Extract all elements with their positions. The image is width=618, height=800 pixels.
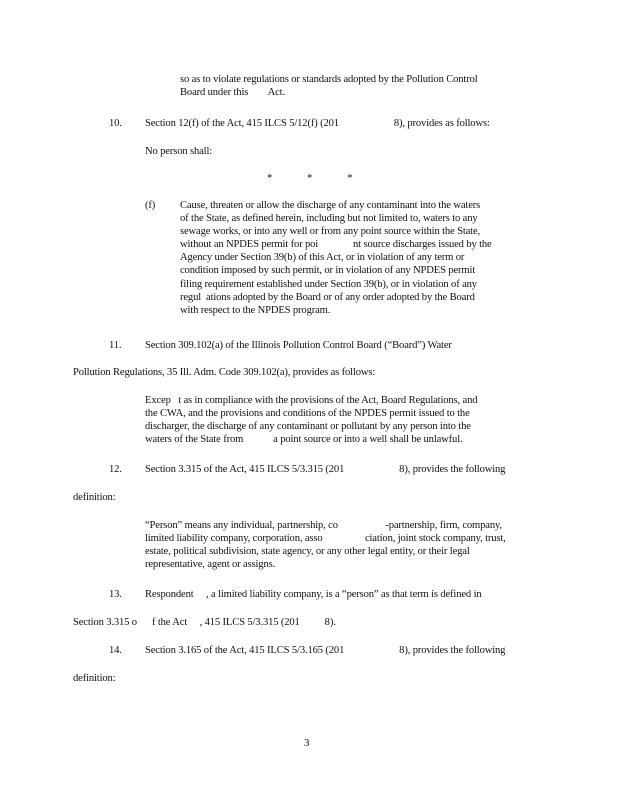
paragraph-text: Pollution Regulations, 35 Ill. Adm. Code 309.102(a), provides as follows: <box>73 367 376 378</box>
quote-line: so as to violate regulations or standards adopted by the Pollution Control <box>180 74 478 85</box>
quote-line: Excep t as in compliance with the provisions of the Act, Board Regulations, and <box>145 395 478 406</box>
quote-line: limited liability company, corporation, asso ciation, joint stock company, trust, <box>145 533 506 545</box>
quote-line: Cause, threaten or allow the discharge of any contaminant into the waters <box>180 200 481 211</box>
paragraph-text: Section 3.315 o f the Act , 415 ILCS 5/3.315 (201 8). <box>73 617 336 628</box>
paragraph-text: Section 309.102(a) of the Illinois Pollution Control Board (“Board”) Water <box>145 340 452 351</box>
quote-line: regul ations adopted by the Board or of any order adopted by the Board <box>180 291 475 303</box>
quote-line: “Person” means any individual, partnership, co -partnership, firm, company, <box>145 520 502 531</box>
block-quote-continuation <box>180 73 478 99</box>
quote-line: estate, political subdivision, state agency, or any other legal entity, or their legal <box>145 546 470 558</box>
paragraph-text: Section 3.315 of the Act, 415 ILCS 5/3.315 (201 8), provides the following <box>145 464 506 475</box>
quote-line: with respect to the NPDES program. <box>180 304 331 316</box>
quote-intro: No person shall: <box>145 146 213 157</box>
paragraph-text: Section 3.165 of the Act, 415 ILCS 5/3.165 (201 8), provides the following <box>145 645 506 656</box>
paragraph-text: definition: <box>73 492 116 503</box>
paragraph-number: 12. <box>109 464 122 475</box>
ellipsis-stars: * * * <box>267 173 353 184</box>
quote-line: the CWA, and the provisions and conditions of the NPDES permit issued to the <box>145 408 470 420</box>
subsection-f-text <box>180 199 492 317</box>
block-quote-person <box>145 519 506 571</box>
quote-line: of the State, as defined herein, including but not limited to, waters to any <box>180 213 478 225</box>
paragraph-text: definition: <box>73 673 116 684</box>
quote-line: without an NPDES permit for poi nt source discharges issued by the <box>180 239 492 251</box>
quote-line: sewage works, or into any well or from any point source within the State, <box>180 226 481 238</box>
subsection-label: (f) <box>145 200 156 211</box>
quote-line: condition imposed by such permit, or in violation of any NPDES permit <box>180 265 476 277</box>
quote-line: filing requirement established under Section 39(b), or in violation of any <box>180 278 477 290</box>
paragraph-number: 13. <box>109 589 122 600</box>
block-quote-309 <box>145 394 477 446</box>
paragraph-text: Section 12(f) of the Act, 415 ILCS 5/12(f) (201 8), provides as follows: <box>145 118 490 129</box>
paragraph-number: 10. <box>109 118 122 129</box>
page-number: 3 <box>304 737 310 749</box>
quote-line: Board under this Act. <box>180 87 285 99</box>
quote-line: representative, agent or assigns. <box>145 559 276 571</box>
quote-line: Agency under Section 39(b) of this Act, or in violation of any term or <box>180 252 465 264</box>
quote-line: waters of the State from a point source or into a well shall be unlawful. <box>145 434 463 446</box>
paragraph-number: 14. <box>109 645 122 656</box>
paragraph-number: 11. <box>109 340 122 351</box>
paragraph-text: Respondent , a limited liability company, is a “person” as that term is defined in <box>145 589 482 600</box>
quote-line: discharger, the discharge of any contaminant or pollutant by any person into the <box>145 421 471 433</box>
